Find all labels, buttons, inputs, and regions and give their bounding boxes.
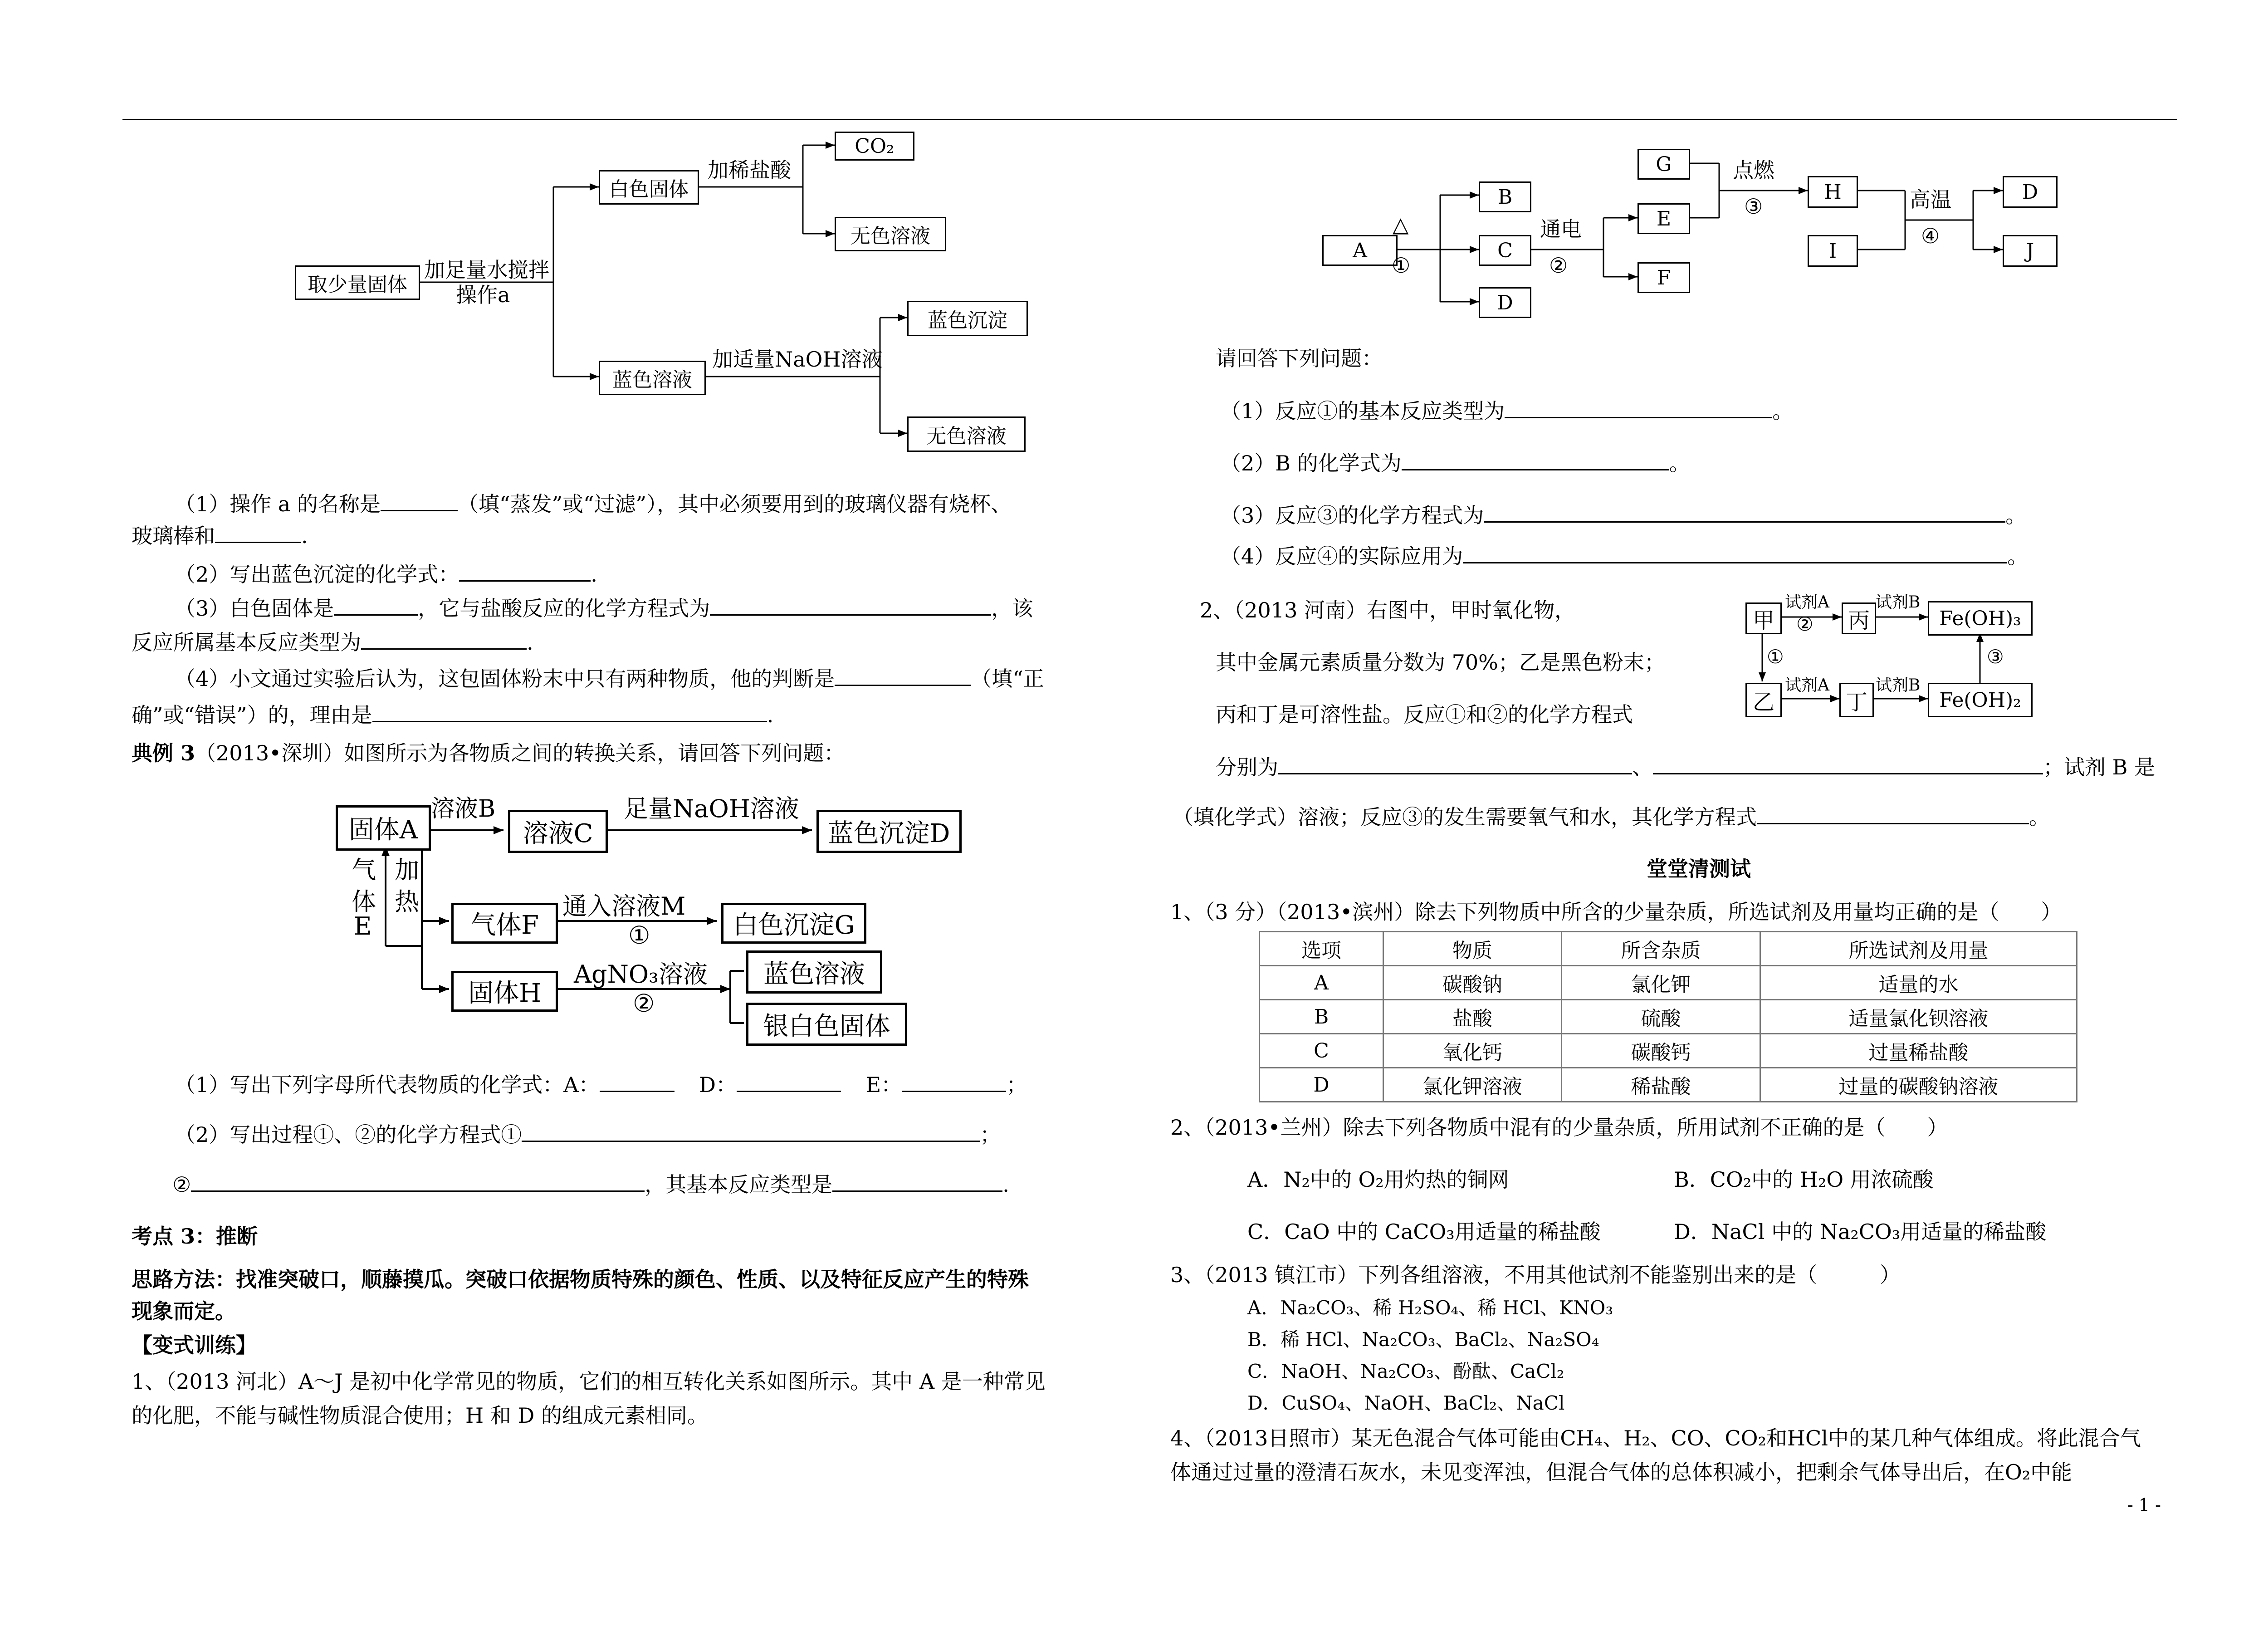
add-hcl-label: 加稀盐酸 <box>708 158 791 182</box>
reaction-2-label: ② <box>1549 253 1568 278</box>
heat-label-2: 热 <box>395 887 419 916</box>
ignite-label: 点燃 <box>1733 158 1774 182</box>
node-h: H <box>1808 176 1858 208</box>
white-precipitate-g-box: 白色沉淀G <box>721 903 866 944</box>
hn-reaction-1: ① <box>1767 646 1784 668</box>
q3-line2: 反应所属基本反应类型为 . <box>132 628 533 656</box>
node-f: F <box>1637 262 1690 293</box>
henan-l4: 分别为 、 ；试剂 B 是 <box>1216 753 2155 781</box>
co2-box: CO₂ <box>835 132 914 161</box>
bing-box: 丙 <box>1842 602 1876 634</box>
feoh3-box: Fe(OH)₃ <box>1928 601 2033 636</box>
table-header: 所选试剂及用量 <box>1760 932 2077 966</box>
blue-precipitate-d-box: 蓝色沉淀D <box>816 810 962 853</box>
table-row <box>1260 1034 2077 1068</box>
table-cell: 适量氯化钡溶液 <box>1760 1000 2077 1034</box>
test-q2: 2、（2013•兰州）除去下列各物质中混有的少量杂质，所用试剂不正确的是（ ） <box>1170 1115 1948 1140</box>
hn-reaction-3: ③ <box>1987 646 2004 668</box>
reagent-b-top: 试剂B <box>1876 593 1921 612</box>
bianshi-heading: 【变式训练】 <box>132 1333 257 1357</box>
blue-solution-box: 蓝色溶液 <box>599 361 706 395</box>
method-line2: 现象而定。 <box>132 1299 236 1323</box>
options-table <box>1259 931 2077 1102</box>
node-e: E <box>1637 203 1690 234</box>
node-b: B <box>1479 181 1531 212</box>
table-cell: A <box>1260 966 1383 1000</box>
solution-c-box: 溶液C <box>508 810 608 853</box>
rq-q4: （4）反应④的实际应用为 。 <box>1220 542 2028 570</box>
white-solid-box: 白色固体 <box>599 170 699 205</box>
node-d-right: D <box>2003 176 2058 208</box>
q3-option-b[interactable]: B．稀 HCl、Na₂CO₃、BaCl₂、Na₂SO₄ <box>1247 1328 1599 1351</box>
jia-box: 甲 <box>1745 602 1782 634</box>
example3-heading: 典例 3（2013•深圳）如图所示为各物质之间的转换关系，请回答下列问题： <box>132 741 845 765</box>
colorless-solution-box-2: 无色溶液 <box>907 416 1026 452</box>
table-row <box>1260 1000 2077 1034</box>
table-cell: D <box>1260 1068 1383 1102</box>
ex3-q2-line2: ② ，其基本反应类型是 . <box>172 1171 1009 1198</box>
table-cell: 碳酸钙 <box>1562 1034 1760 1068</box>
start-solid-box: 取少量固体 <box>295 265 420 300</box>
reaction-1-label: ① <box>1392 253 1411 278</box>
delta-label: △ <box>1393 212 1409 237</box>
test-q1: 1、（3 分）（2013•滨州）除去下列物质中所含的少量杂质，所选试剂及用量均正确的是（ ） <box>1170 900 2062 924</box>
henan-l3: 丙和丁是可溶性盐。反应①和②的化学方程式 <box>1216 702 1633 727</box>
naoh-label: 足量NaOH溶液 <box>624 794 799 823</box>
electrolysis-label: 通电 <box>1540 217 1582 241</box>
q2-option-b[interactable]: B．CO₂中的 H₂O 用浓硫酸 <box>1674 1167 1934 1192</box>
q1-line2: 玻璃棒和 . <box>132 522 308 549</box>
table-cell: 过量稀盐酸 <box>1760 1034 2077 1068</box>
blue-solution-box: 蓝色溶液 <box>746 950 882 994</box>
reaction-2-mark: ② <box>633 989 655 1018</box>
q3-option-d[interactable]: D．CuSO₄、NaOH、BaCl₂、NaCl <box>1247 1392 1565 1414</box>
table-header: 所含杂质 <box>1562 932 1760 966</box>
add-naoh-label: 加适量NaOH溶液 <box>712 347 883 372</box>
table-cell: B <box>1260 1000 1383 1034</box>
q3-line1: （3）白色固体是 ，它与盐酸反应的化学方程式为 ，该 <box>175 594 1033 622</box>
yi-box: 乙 <box>1745 683 1782 717</box>
silver-white-solid-box: 银白色固体 <box>746 1003 907 1046</box>
reaction-3-label: ③ <box>1744 194 1763 219</box>
q2-option-c[interactable]: C．CaO 中的 CaCO₃用适量的稀盐酸 <box>1247 1220 1601 1244</box>
table-cell: 过量的碳酸钠溶液 <box>1760 1068 2077 1102</box>
agno3-label: AgNO₃溶液 <box>574 960 708 989</box>
reaction-1-mark: ① <box>628 921 650 950</box>
solid-a-box: 固体A <box>336 805 431 851</box>
q2-option-d[interactable]: D．NaCl 中的 Na₂CO₃用适量的稀盐酸 <box>1674 1220 2047 1244</box>
table-cell: 硫酸 <box>1562 1000 1760 1034</box>
solution-b-label: 溶液B <box>431 795 496 823</box>
table-cell: 稀盐酸 <box>1562 1068 1760 1102</box>
table-header: 选项 <box>1260 932 1383 966</box>
hebei-line2: 的化肥，不能与碱性物质混合使用；H 和 D 的组成元素相同。 <box>132 1403 708 1428</box>
table-header: 物质 <box>1383 932 1562 966</box>
gas-e-label-2: 体 <box>352 887 376 916</box>
q2-line: （2）写出蓝色沉淀的化学式： . <box>175 560 597 588</box>
reagent-a-bottom: 试剂A <box>1785 676 1829 695</box>
table-cell: 氧化钙 <box>1383 1034 1562 1068</box>
reagent-a-top: 试剂A <box>1785 593 1829 612</box>
node-a: A <box>1322 235 1398 266</box>
table-cell: 氯化钾溶液 <box>1383 1068 1562 1102</box>
rq-q3: （3）反应③的化学方程式为 。 <box>1220 501 2026 529</box>
method-line1: 思路方法：找准突破口，顺藤摸瓜。突破口依据物质特殊的颜色、性质、以及特征反应产生的特殊 <box>132 1267 1029 1292</box>
q4-line1: （4）小文通过实验后认为，这包固体粉末中只有两种物质，他的判断是 （填“正 <box>175 665 1044 692</box>
q4-line2: 确”或“错误”）的，理由是 . <box>132 701 773 729</box>
henan-l5: （填化学式）溶液；反应③的发生需要氧气和水，其化学方程式 。 <box>1173 803 2050 831</box>
op-top-label: 加足量水搅拌 <box>424 258 549 282</box>
colorless-solution-box-1: 无色溶液 <box>835 217 946 251</box>
kaodian-title: 考点 3：推断 <box>132 1224 258 1249</box>
rq-q2: （2）B 的化学式为 。 <box>1220 449 1690 477</box>
high-temp-label: 高温 <box>1910 187 1951 212</box>
henan-l2: 其中金属元素质量分数为 70%；乙是黑色粉末； <box>1216 650 1665 675</box>
test-q3: 3、（2013 镇江市）下列各组溶液，不用其他试剂不能鉴别出来的是（ ） <box>1170 1263 1901 1287</box>
table-cell: 盐酸 <box>1383 1000 1562 1034</box>
reagent-b-bottom: 试剂B <box>1876 676 1921 695</box>
table-cell: 适量的水 <box>1760 966 2077 1000</box>
table-cell: 碳酸钠 <box>1383 966 1562 1000</box>
hebei-line1: 1、（2013 河北）A～J 是初中化学常见的物质，它们的相互转化关系如图所示。其中 A 是一种常见 <box>132 1369 1046 1394</box>
q2-option-a[interactable]: A．N₂中的 O₂用灼热的铜网 <box>1247 1167 1509 1192</box>
table-header-row <box>1260 932 2077 966</box>
ex3-q2-line1: （2）写出过程①、②的化学方程式① ； <box>175 1121 1001 1148</box>
reaction-4-label: ④ <box>1921 224 1940 248</box>
table-cell: C <box>1260 1034 1383 1068</box>
node-j: J <box>2003 235 2058 267</box>
q3-option-c[interactable]: C．NaOH、Na₂CO₃、酚酞、CaCl₂ <box>1247 1360 1564 1382</box>
feoh2-box: Fe(OH)₂ <box>1928 683 2033 717</box>
node-c: C <box>1479 235 1531 266</box>
ding-box: 丁 <box>1839 683 1874 717</box>
ex3-q1: （1）写出下列字母所代表物质的化学式：A： D： E： ； <box>175 1071 1027 1098</box>
node-d: D <box>1479 287 1531 318</box>
rq-q1: （1）反应①的基本反应类型为 。 <box>1220 397 1793 425</box>
q1-line1: （1）操作 a 的名称是 （填“蒸发”或“过滤”），其中必须要用到的玻璃仪器有烧杯、 <box>175 490 1012 518</box>
gas-f-box: 气体F <box>451 903 558 944</box>
gas-e-label-1: 气 <box>352 856 376 884</box>
gas-e-label-3: E <box>354 912 372 940</box>
node-g: G <box>1637 149 1690 180</box>
test-title: 堂堂清测试 <box>1647 857 1751 881</box>
table-row <box>1260 1068 2077 1102</box>
heat-label-1: 加 <box>395 856 419 884</box>
table-row <box>1260 966 2077 1000</box>
test-q4-line2: 体通过过量的澄清石灰水，未见变浑浊，但混合气体的总体积减小，把剩余气体导出后，在O₂中能 <box>1170 1460 2072 1484</box>
blue-precipitate-box: 蓝色沉淀 <box>907 301 1028 336</box>
test-q4-line1: 4、（2013日照市）某无色混合气体可能由CH₄、H₂、CO、CO₂和HCl中的某几种气体组成。将此混合气 <box>1170 1426 2141 1450</box>
page-number: - 1 - <box>2127 1495 2161 1515</box>
node-i: I <box>1808 235 1858 267</box>
q3-option-a[interactable]: A．Na₂CO₃、稀 H₂SO₄、稀 HCl、KNO₃ <box>1247 1297 1613 1319</box>
henan-l1: 2、（2013 河南）右图中，甲时氧化物， <box>1200 598 1575 622</box>
pass-solution-m-label: 通入溶液M <box>562 892 686 921</box>
solid-h-box: 固体H <box>451 971 558 1012</box>
rq-intro: 请回答下列问题： <box>1216 346 1383 371</box>
table-cell: 氯化钾 <box>1562 966 1760 1000</box>
op-a-label: 操作a <box>456 283 510 307</box>
hn-reaction-2: ② <box>1796 613 1813 635</box>
